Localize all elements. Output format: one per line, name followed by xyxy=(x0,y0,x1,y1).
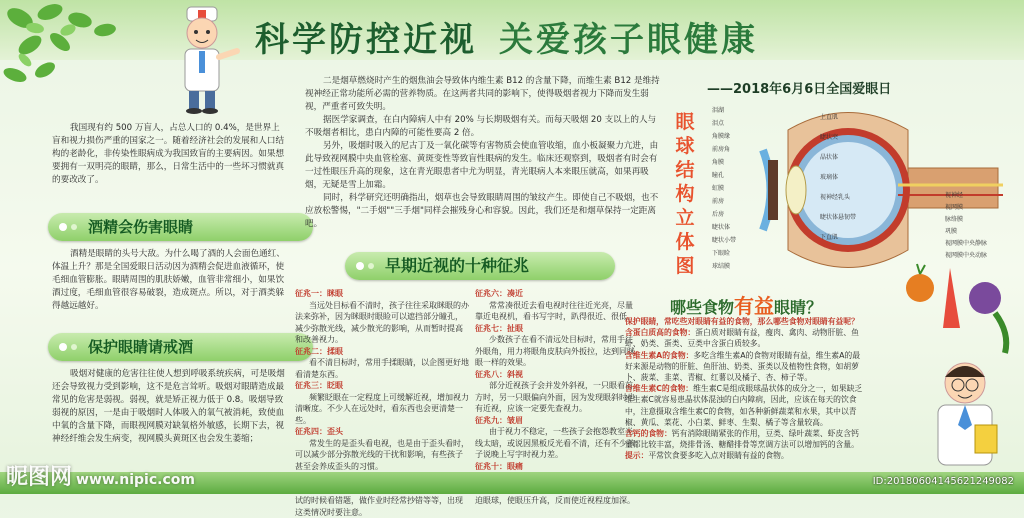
food-item xyxy=(625,327,865,349)
sign-item xyxy=(295,380,470,426)
middle-block xyxy=(305,75,660,231)
eye-label: 前房角 xyxy=(712,143,772,156)
food-text: 蛋白质对眼睛有益，瘦肉、禽肉、动物肝脏、鱼虾、奶类、蛋类、豆类中含蛋白质较多。 xyxy=(625,328,859,348)
intro-text: 我国现有约 500 万盲人，占总人口的 0.4%，是世界上盲和视力损伤严重的国家之一。随着经济社会的发展和人口结构的老龄化，非传染性眼病成为我国致盲的主要病因。如果想要拥有一双明亮的眼睛，那么，日常生活中的一些坏习惯就真的要改改了。 xyxy=(52,122,287,187)
sign-text: 由于视力不稳定，一些孩子会抱怨教室光线太暗，或说因黑板反光看不清，还有不少孩子说晚上写字时视力差。 xyxy=(475,426,635,461)
sign-item xyxy=(295,288,470,346)
sign-label: 征兆四：歪头 xyxy=(295,427,343,436)
eye-label: 睫状突 xyxy=(820,128,880,148)
sign-text: 频繁眨眼在一定程度上可缓解近视，增加视力清晰度。不少人在远处时，看东西也会更清楚一些。 xyxy=(295,392,470,427)
sign-item xyxy=(475,415,635,461)
eye-label: 视网膜中央动脉 xyxy=(945,250,1020,262)
food-text: 维生素C是组成眼球晶状体的成分之一，如果缺乏维生素C就容易患晶状体混浊的白内障病，因此，应该在每天的饮食中，注意摄取含维生素C的食物，如各种新鲜蔬菜和水果，其中以青椒、黄瓜、菜花、小白菜、鲜枣、生梨、橘子等含量较高。 xyxy=(625,384,862,427)
food-label: 含钙的食物： xyxy=(625,429,672,438)
eye-label: 睫状体悬韧带 xyxy=(820,208,880,228)
sign-label: 征兆二：揉眼 xyxy=(295,347,343,356)
food-item xyxy=(625,450,865,461)
sign-item xyxy=(295,426,470,472)
sign-label: 征兆九：皱眉 xyxy=(475,416,523,425)
protect-text: 吸烟对健康的危害往往使人想到呼吸系统疾病，可是吸烟还会导致视力受到影响，这不是危言耸听。吸烟对眼睛造成最常见的危害是弱视。弱视，就是矫正视力低于 0.8。吸烟导致弱视的原因，一是由于吸烟时人体吸入的氧气被消耗，致使血中氧的含量下降，而眼视网膜对缺氧格外敏感，长期下去，视神经纤维会发生病变，视网膜头黄斑区也会发生萎缩； xyxy=(52,368,287,446)
eye-label: 球结膜 xyxy=(712,260,772,273)
sign-label: 征兆十：眼痛 xyxy=(475,462,523,471)
eye-label: 晶状体 xyxy=(820,148,880,168)
eye-label: 视网膜 xyxy=(945,202,1020,214)
eye-label: 视神经 xyxy=(945,190,1020,202)
alcohol-text: 酒精是眼睛的头号大敌。为什么喝了酒的人会面色通红、体温上升？那是全国爱眼日活动因为酒精会促进血液循环，使毛细血管膨胀。眼睛周围的肌肤娇嫩，血管非常细小，如果饮酒过度，毛细血管很容易破裂，造成斑点。所以，对于酒类躲得越远越好。 xyxy=(52,248,287,313)
food-label: 含维生素C的食物： xyxy=(625,384,693,393)
eye-label: 视神经乳头 xyxy=(820,188,880,208)
middle-text-3: 另外，吸烟时吸入的尼古丁及一氧化碳等有害物质会使血管收缩，血小板凝聚力亢进，由此导致视网膜中央血管栓塞、黄斑变性等致盲性眼病的发生。临床还观察到，吸烟者有时会有一过性眼压升高的现象，这在青光眼患者中尤为明显，青光眼病人本来眼压就高，如果再吸烟，无疑是雪上加霜。 xyxy=(305,140,660,192)
eye-label: 巩膜 xyxy=(945,226,1020,238)
dots-icon xyxy=(353,252,379,280)
eye-label: 瞳孔 xyxy=(712,169,772,182)
middle-text-1: 二是烟草燃烧时产生的烟焦油会导致体内维生素 B12 的含量下降，而维生素 B12 是维持视神经正常功能所必需的营养物质。在这两者共同的影响下，使得吸烟者视力下降而发生弱视，严重者可致失明。 xyxy=(305,75,660,114)
sign-item xyxy=(295,346,470,381)
eye-labels-left xyxy=(712,104,772,273)
food-label: 提示： xyxy=(625,451,648,460)
food-item xyxy=(625,428,865,450)
eye-labels-mid xyxy=(820,108,880,248)
sign-text: 部分近视孩子会并发外斜视，一只眼看前方时，另一只眼偏向外面，因为发现眼斜时也有近视，应该一定要先查视力。 xyxy=(475,380,635,415)
food-block xyxy=(625,316,865,466)
sign-text: 常发生的是歪头看电视，也是由于歪头看时，可以减少部分弥散光线的干扰和影响，有些孩子甚至会养成歪头的习惯。 xyxy=(295,438,470,473)
eye-label: 玻璃体 xyxy=(820,168,880,188)
food-label: 保护眼睛，常吃些对眼睛有益的食物，那么哪些食物对眼睛有益呢？ xyxy=(625,317,859,326)
food-label: 含维生素A的食物： xyxy=(625,351,693,360)
sign-text: 试的时候看错题，做作业时经常抄错等等，出现这类情况时要注意。 xyxy=(295,484,470,518)
eye-label: 泪点 xyxy=(712,117,772,130)
sign-item xyxy=(475,369,635,415)
sign-text: 常常凑很近去看电视时往往近光亮，尽量靠近电视机，看书写字时，趴得很近、很低。 xyxy=(475,300,635,323)
eye-label: 后房 xyxy=(712,208,772,221)
alcohol-block xyxy=(52,248,287,313)
eye-label: 虹膜 xyxy=(712,182,772,195)
watermark-id: ID:20180604145621249082 xyxy=(873,476,1014,487)
middle-text-4: 同时，科学研究还明确指出，烟草也会导致眼睛周围的皱纹产生。即使自己不吸烟，也不应放松警惕，"二手烟""三手烟"同样会摧残身心和容貌。因此，我们还是和烟草保持一定距离吧。 xyxy=(305,192,660,231)
eye-label: 睫状体 xyxy=(712,221,772,234)
food-label: 含蛋白质高的食物： xyxy=(625,328,695,337)
sign-text: 看不清目标时，常用手揉眼睛，以企图更好地看清楚东西。 xyxy=(295,357,470,380)
eye-label: 泪湖 xyxy=(712,104,772,117)
doctor-with-clipboard-illustration xyxy=(920,355,1010,473)
title-part2: 关爱孩子眼健康 xyxy=(499,20,758,60)
sign-label: 征兆六：凑近 xyxy=(475,289,523,298)
sign-text: 迫眼球，使眼压升高，反而使近视程度加深。 xyxy=(475,472,635,507)
food-heading-em: 有益 xyxy=(734,294,774,318)
eye-label: 睫状小带 xyxy=(712,234,772,247)
title-part1: 科学防控近视 xyxy=(255,20,477,60)
protect-heading-text: 保护眼睛请戒酒 xyxy=(88,338,193,356)
protect-block xyxy=(52,368,287,468)
sign-text: 当远处目标看不清时，孩子往往采取眯眼的办法来弥补，因为眯眼时眼睑可以遮挡部分瞳孔，减少弥散光线，减少散光的影响，从而暂时提高和改善视力。 xyxy=(295,300,470,346)
food-text: 钙有消除眼睛紧张的作用，豆类、绿叶蔬菜、虾皮含钙量都比较丰富，烧排骨汤、糖醋排骨等烹调方法可以增加钙的含量。 xyxy=(625,429,859,449)
eye-label: 脉络膜 xyxy=(945,214,1020,226)
protect-heading xyxy=(48,333,313,361)
food-heading-post: 眼睛？ xyxy=(774,298,822,317)
eye-labels-right xyxy=(945,190,1020,262)
food-item xyxy=(625,316,865,327)
page-title xyxy=(255,12,758,61)
signs-left-column xyxy=(295,288,470,488)
signs-heading-text: 早期近视的十种征兆 xyxy=(385,256,529,275)
intro-block xyxy=(52,122,287,187)
food-item xyxy=(625,350,865,384)
watermark-url: www.nipic.com xyxy=(76,472,195,488)
alcohol-heading xyxy=(48,213,313,241)
dots-icon xyxy=(56,213,82,241)
food-item xyxy=(625,383,865,428)
doctor-illustration xyxy=(165,5,245,115)
eye-heading: 眼球结构立体图 xyxy=(672,110,698,278)
signs-heading xyxy=(345,252,615,280)
dots-icon xyxy=(56,333,82,361)
eye-label: 角膜 xyxy=(712,156,772,169)
sign-text: 少数孩子在看不清远处目标时，常用手往外眼角，用力将眼角皮肤向外扳拉，达到同眯眼一样的效果。 xyxy=(475,334,635,369)
eye-label: 下直肌 xyxy=(820,228,880,248)
eye-label: 视网膜中央静脉 xyxy=(945,238,1020,250)
food-heading xyxy=(670,290,822,319)
food-text: 平常饮食要多吃入点对眼睛有益的食物。 xyxy=(648,451,788,460)
sign-label: 征兆一：眯眼 xyxy=(295,289,343,298)
sign-item xyxy=(475,323,635,369)
signs-right-column xyxy=(475,288,635,488)
middle-text-2: 据医学家调查，在白内障病人中有 20% 与长期吸烟有关。而每天吸烟 20 支以上的人与不吸烟者相比，患白内障的可能性要高 2 倍。 xyxy=(305,114,660,140)
alcohol-heading-text: 酒精会伤害眼睛 xyxy=(88,218,193,236)
sign-label: 征兆八：斜视 xyxy=(475,370,523,379)
sign-label: 征兆七：扯眼 xyxy=(475,324,523,333)
date-line: ——2018年6月6日全国爱眼日 xyxy=(707,78,891,97)
food-heading-pre: 哪些食物 xyxy=(670,298,734,317)
eye-label: 下眼睑 xyxy=(712,247,772,260)
vegetables-illustration xyxy=(895,258,1020,358)
eye-label: 前房 xyxy=(712,195,772,208)
sign-item xyxy=(475,288,635,323)
eye-label: 角膜缘 xyxy=(712,130,772,143)
food-text: 多吃含维生素A的食物对眼睛有益，维生素A的最好来源是动物的肝脏、鱼肝油、奶类、蛋类以及植物性食物，如胡萝卜、菠菜、韭菜、青椒、红薯以及橘子、杏、柿子等。 xyxy=(625,351,860,382)
eye-label: 上直肌 xyxy=(820,108,880,128)
watermark-brand xyxy=(6,460,195,491)
sign-label: 征兆三：眨眼 xyxy=(295,381,343,390)
leaves-decoration xyxy=(0,0,140,130)
watermark-brand-text: 昵图网 xyxy=(6,465,72,490)
